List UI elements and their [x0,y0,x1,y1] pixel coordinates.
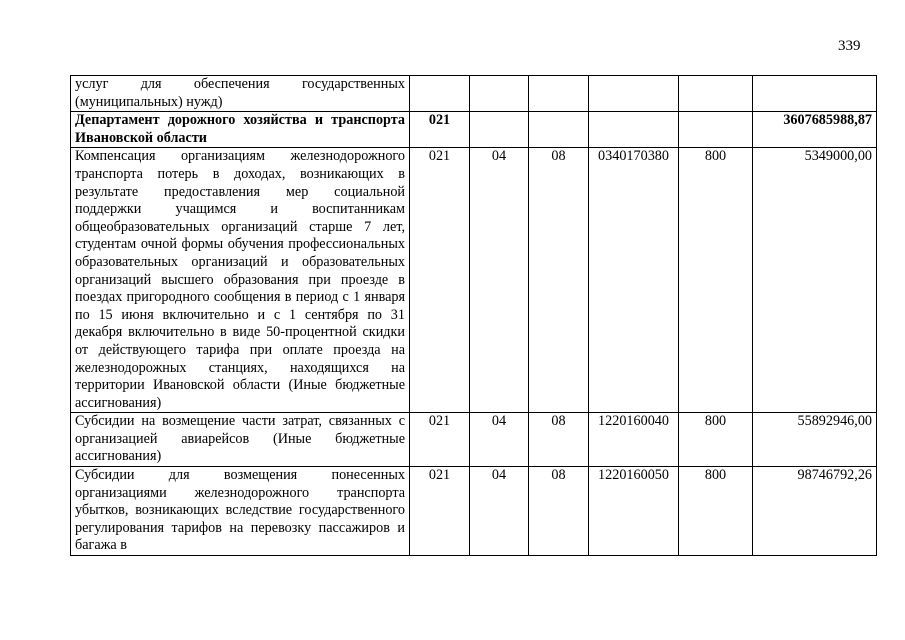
target-article-cell: 1220160050 [589,467,679,556]
expense-kind-cell: 800 [679,413,753,467]
target-article-cell: 0340170380 [589,148,679,413]
section-code-cell [470,76,529,112]
item-name-cell: Субсидии для возмещения понесенных организациями железнодорожного транспорта убытков, возникающих вследствие государственного регулирования тарифов на перевозку пассажиров и багажа в [71,467,410,556]
amount-cell [753,76,877,112]
subsection-code-cell: 08 [529,467,589,556]
item-name-cell: Субсидии на возмещение части затрат, связанных с организацией авиарейсов (Иные бюджетные ассигнования) [71,413,410,467]
section-code-cell: 04 [470,467,529,556]
target-article-cell: 1220160040 [589,413,679,467]
ministry-code-cell: 021 [410,467,470,556]
ministry-code-cell: 021 [410,413,470,467]
target-article-cell [589,112,679,148]
expense-kind-cell [679,76,753,112]
table-row [71,413,877,467]
budget-rows [71,76,877,556]
item-name-cell: Департамент дорожного хозяйства и транспорта Ивановской области [71,112,410,148]
page-number: 339 [838,38,861,54]
expense-kind-cell: 800 [679,148,753,413]
budget-table [70,75,877,556]
amount-cell: 98746792,26 [753,467,877,556]
table-row [71,76,877,112]
amount-cell: 5349000,00 [753,148,877,413]
target-article-cell [589,76,679,112]
section-code-cell: 04 [470,413,529,467]
subsection-code-cell: 08 [529,413,589,467]
ministry-code-cell [410,76,470,112]
expense-kind-cell: 800 [679,467,753,556]
subsection-code-cell [529,76,589,112]
ministry-code-cell: 021 [410,148,470,413]
table-row [71,467,877,556]
section-code-cell: 04 [470,148,529,413]
section-code-cell [470,112,529,148]
table-row [71,148,877,413]
table-row [71,112,877,148]
amount-cell: 3607685988,87 [753,112,877,148]
subsection-code-cell: 08 [529,148,589,413]
amount-cell: 55892946,00 [753,413,877,467]
item-name-cell: Компенсация организациям железнодорожного транспорта потерь в доходах, возникающих в результате предоставления мер социальной поддержки учащимся и воспитанникам общеобразовательных организаций старше 7 лет, студентам очной формы обучения профессиональных образовательных организаций и образовательных организаций высшего образования при проезде в поездах пригородного сообщения в период с 1 января по 15 июня включительно и с 1 сентября по 31 декабря включительно в виде 50-процентной скидки от действующего тарифа при оплате проезда на железнодорожных станциях, находящихся на территории Ивановской области (Иные бюджетные ассигнования) [71,148,410,413]
subsection-code-cell [529,112,589,148]
ministry-code-cell: 021 [410,112,470,148]
item-name-cell: услуг для обеспечения государственных (муниципальных) нужд) [71,76,410,112]
expense-kind-cell [679,112,753,148]
